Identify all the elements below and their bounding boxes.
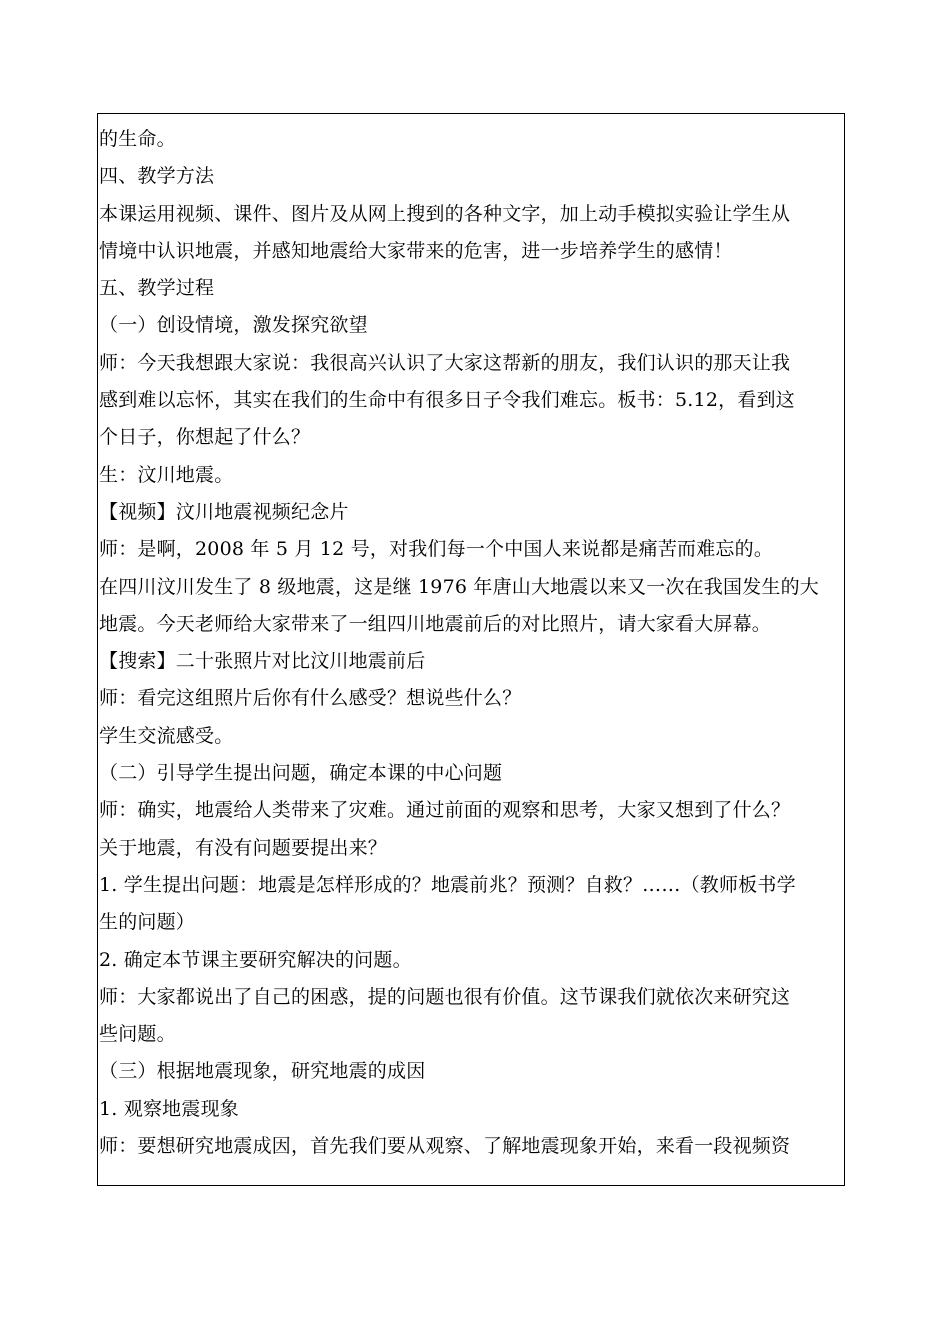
text-line: 师：今天我想跟大家说：我很高兴认识了大家这帮新的朋友，我们认识的那天让我 bbox=[99, 351, 791, 374]
text-line: 【搜索】二十张照片对比汶川地震前后 bbox=[99, 650, 426, 673]
text-line: 地震。今天老师给大家带来了一组四川地震前后的对比照片，请大家看大屏幕。 bbox=[99, 612, 772, 635]
text-line: 生：汶川地震。 bbox=[99, 463, 234, 486]
section-heading: 四、教学方法 bbox=[99, 165, 215, 188]
text-line: 在四川汶川发生了 8 级地震，这是继 1976 年唐山大地震以来又一次在我国发生的大 bbox=[99, 575, 820, 598]
text-line: 师：看完这组照片后你有什么感受？想说些什么？ bbox=[99, 687, 522, 710]
text-line: 学生交流感受。 bbox=[99, 724, 234, 747]
text-line: 生的问题） bbox=[99, 911, 196, 934]
subsection-heading: （一）创设情境，激发探究欲望 bbox=[99, 314, 368, 337]
text-line: 本课运用视频、课件、图片及从网上搜到的各种文字，加上动手模拟实验让学生从 bbox=[99, 202, 791, 225]
text-line: 师：确实，地震给人类带来了灾难。通过前面的观察和思考，大家又想到了什么？ bbox=[99, 799, 791, 822]
text-line: 师：大家都说出了自己的困惑，提的问题也很有价值。这节课我们就依次来研究这 bbox=[99, 985, 791, 1008]
text-line: 师：是啊，2008 年 5 月 12 号，对我们每一个中国人来说都是痛苦而难忘的。 bbox=[99, 538, 774, 561]
text-line: 关于地震，有没有问题要提出来？ bbox=[99, 836, 388, 859]
text-line: 2. 确定本节课主要研究解决的问题。 bbox=[99, 948, 412, 971]
text-line: 个日子，你想起了什么？ bbox=[99, 426, 311, 449]
text-line: 【视频】汶川地震视频纪念片 bbox=[99, 500, 349, 523]
subsection-heading: （三）根据地震现象，研究地震的成因 bbox=[99, 1060, 426, 1083]
document-body bbox=[99, 121, 843, 1165]
text-line: 情境中认识地震，并感知地震给大家带来的危害，进一步培养学生的感情！ bbox=[99, 239, 733, 262]
text-line: 感到难以忘怀，其实在我们的生命中有很多日子令我们难忘。板书：5.12，看到这 bbox=[99, 389, 795, 412]
text-line: 的生命。 bbox=[99, 128, 176, 150]
text-line: 1. 观察地震现象 bbox=[99, 1097, 239, 1120]
document-frame bbox=[97, 113, 845, 1186]
text-line: 师：要想研究地震成因，首先我们要从观察、了解地震现象开始，来看一段视频资 bbox=[99, 1135, 791, 1158]
text-line: 些问题。 bbox=[99, 1023, 176, 1046]
text-line: 1. 学生提出问题：地震是怎样形成的？地震前兆？预测？自救？……（教师板书学 bbox=[99, 873, 796, 896]
section-heading: 五、教学过程 bbox=[99, 277, 215, 300]
subsection-heading: （二）引导学生提出问题，确定本课的中心问题 bbox=[99, 762, 503, 785]
